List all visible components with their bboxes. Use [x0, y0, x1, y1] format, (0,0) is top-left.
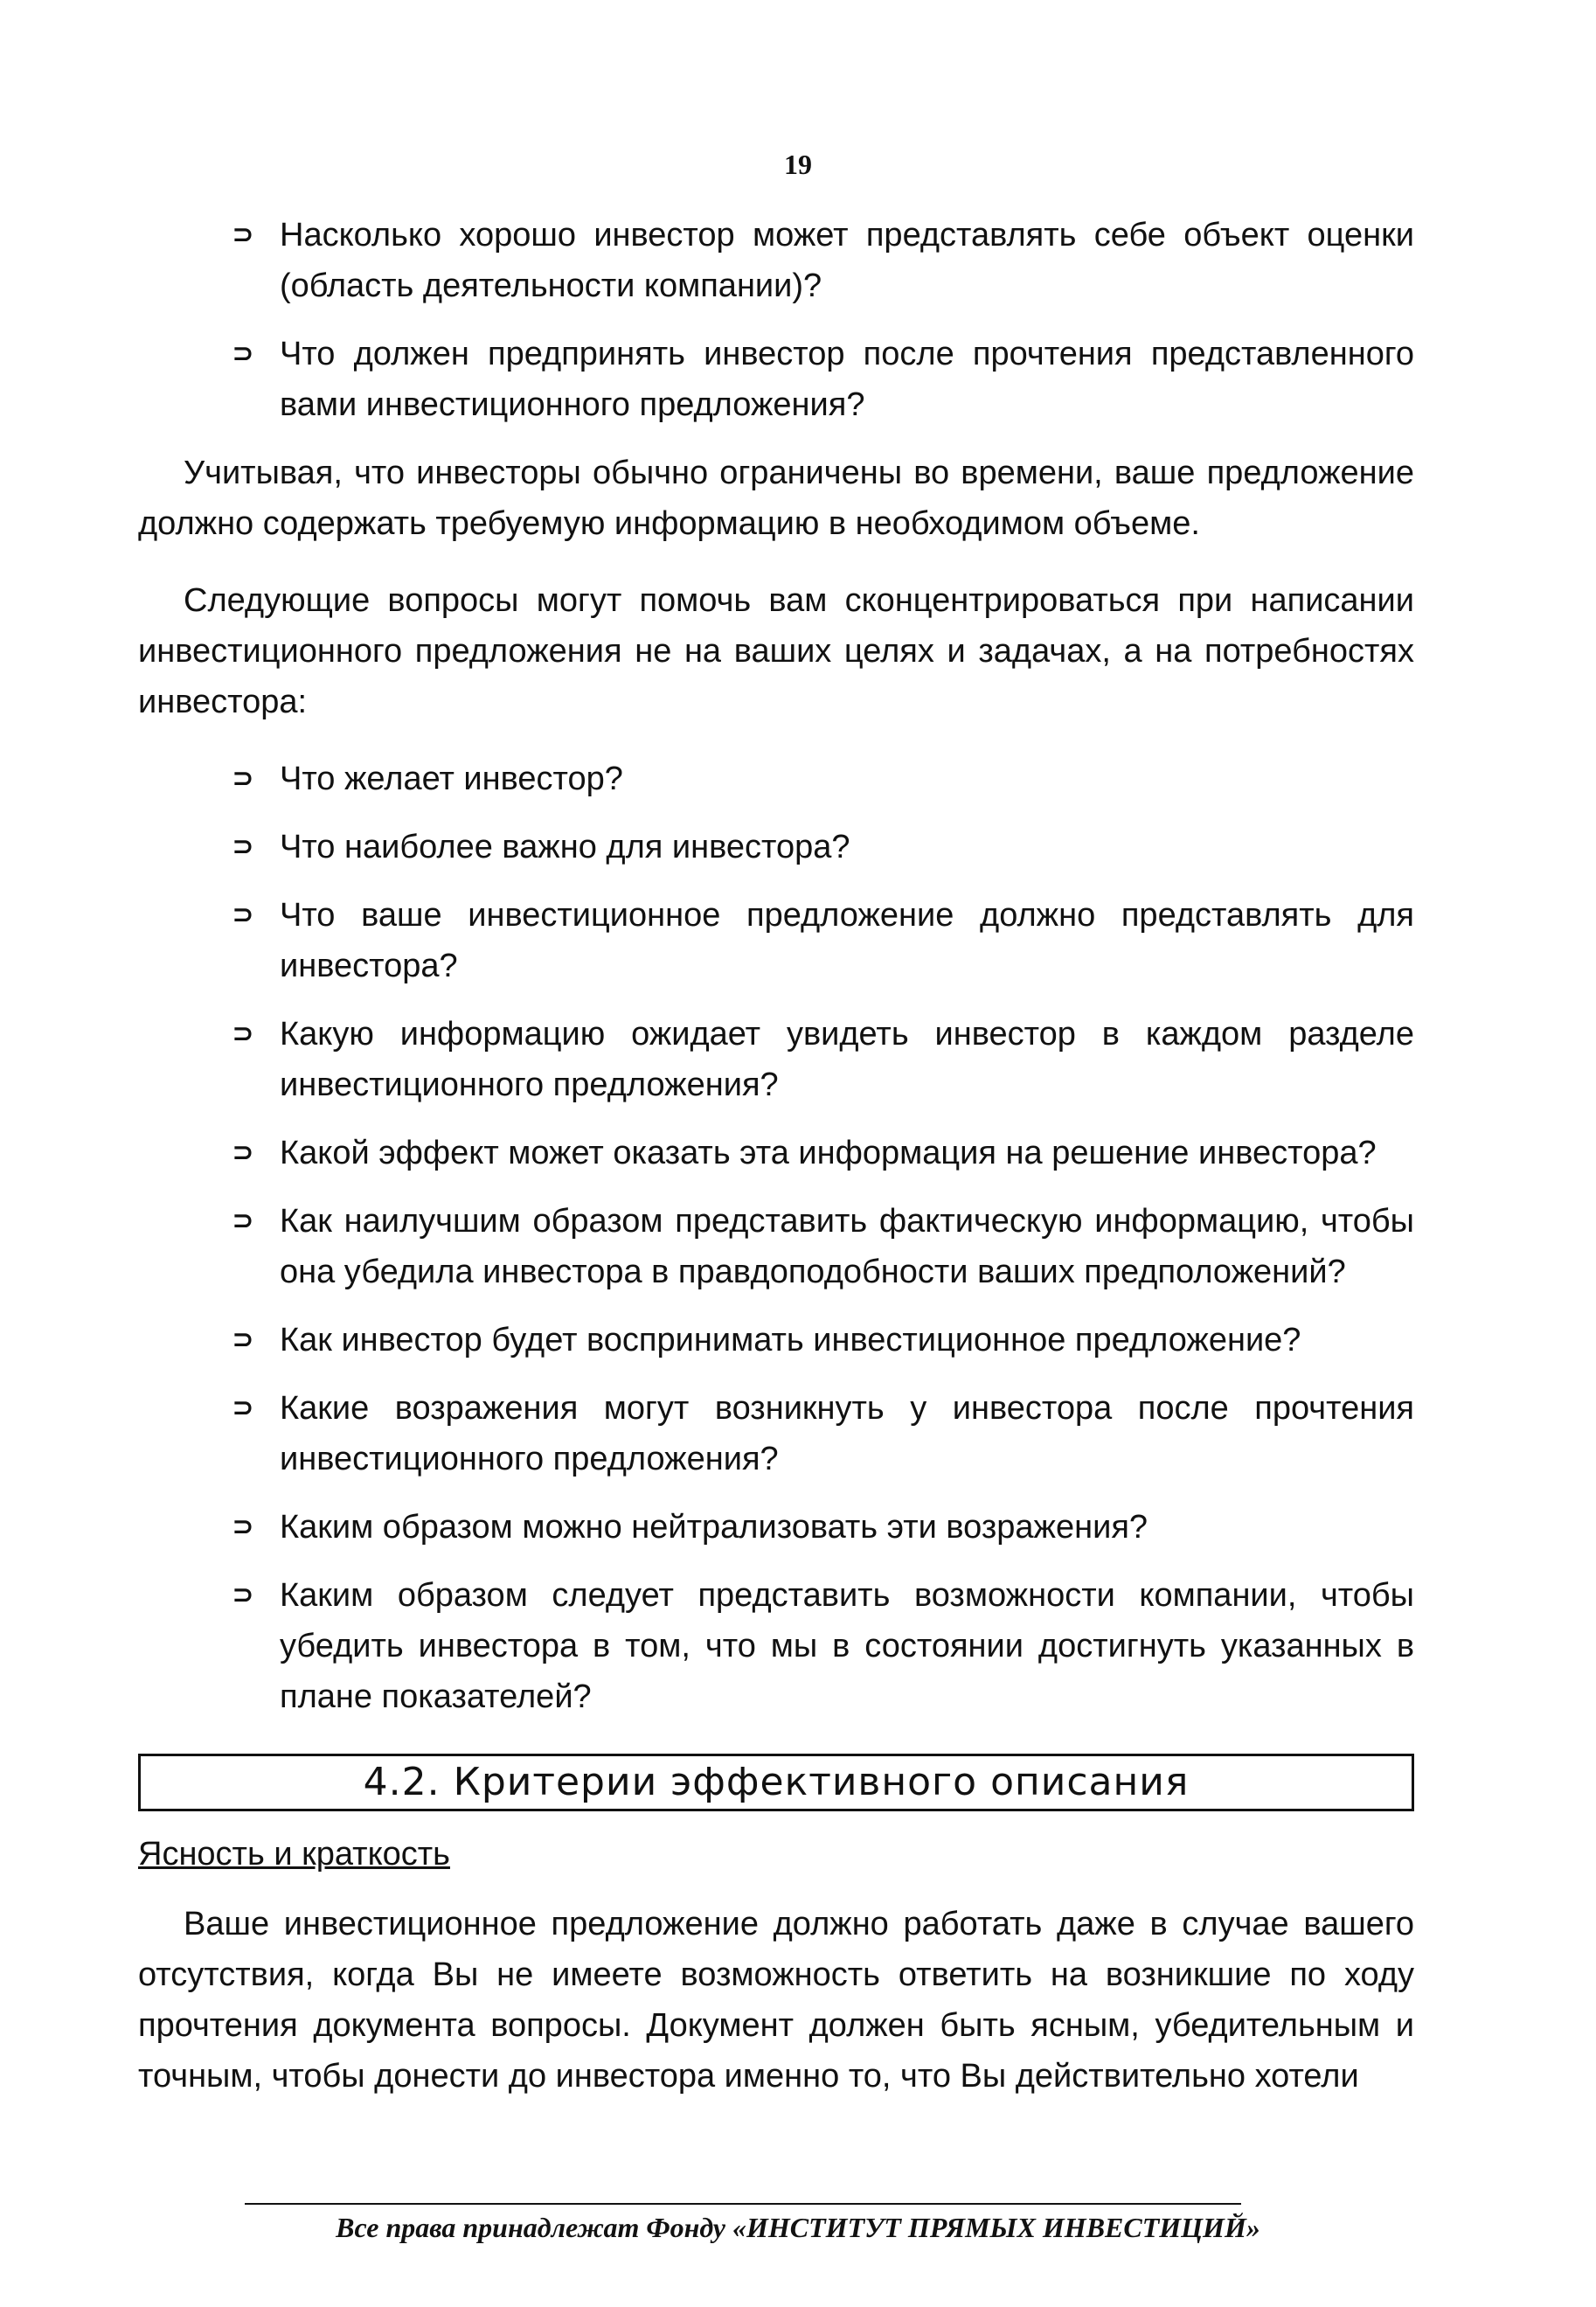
list-item-text: Что наиболее важно для инвестора? — [280, 829, 850, 865]
arrow-bullet-icon: ⊃ — [232, 900, 254, 929]
list-item — [138, 329, 1414, 430]
list-item-text: Какую информацию ожидает увидеть инвестор в каждом разделе инвестиционного предложения? — [280, 1016, 1414, 1103]
section-heading-box — [138, 1754, 1414, 1811]
list-item-text: Как наилучшим образом представить фактическую информацию, чтобы она убедила инвестора в правдоподобности ваших предположений? — [280, 1203, 1414, 1290]
section-title: 4.2. Критерии эффективного описания — [363, 1760, 1190, 1804]
paragraph-clarity: Ваше инвестиционное предложение должно работать даже в случае вашего отсутствия, когда Вы не имеете возможность ответить на возникшие по ходу прочтения документа вопросы. Документ должен быть ясным, убедительным и точным, чтобы донести до инвестора именно то, что Вы действительно хотели — [138, 1906, 1414, 2095]
list-item — [138, 1315, 1414, 1365]
arrow-bullet-icon: ⊃ — [232, 1019, 254, 1048]
list-item — [138, 1502, 1414, 1553]
list-item-text: Что ваше инвестиционное предложение должно представлять для инвестора? — [280, 897, 1414, 984]
arrow-bullet-icon: ⊃ — [232, 764, 254, 793]
list-item-text: Как инвестор будет воспринимать инвестиционное предложение? — [280, 1322, 1301, 1358]
list-item-text: Каким образом следует представить возможности компании, чтобы убедить инвестора в том, что мы в состоянии достигнуть указанных в плане показателей? — [280, 1577, 1414, 1715]
intro-bullet-list — [138, 210, 1414, 430]
question-bullet-list — [138, 754, 1414, 1722]
list-item-text: Какой эффект может оказать эта информация на решение инвестора? — [280, 1135, 1377, 1171]
paragraph-time-limits: Учитывая, что инвесторы обычно ограничены во времени, ваше предложение должно содержать требуемую информацию в необходимом объеме. — [138, 455, 1414, 542]
arrow-bullet-icon: ⊃ — [232, 1325, 254, 1354]
list-item — [138, 210, 1414, 311]
arrow-bullet-icon: ⊃ — [232, 1512, 254, 1541]
footer-divider — [245, 2203, 1241, 2205]
list-item-text: Какие возражения могут возникнуть у инвестора после прочтения инвестиционного предложения? — [280, 1390, 1414, 1477]
list-item-text: Насколько хорошо инвестор может представлять себе объект оценки (область деятельности компании)? — [280, 217, 1414, 304]
list-item — [138, 1383, 1414, 1484]
paragraph-questions-intro: Следующие вопросы могут помочь вам сконцентрироваться при написании инвестиционного предложения не на ваших целях и задачах, а на потребностях инвестора: — [138, 582, 1414, 720]
list-item — [138, 822, 1414, 872]
list-item — [138, 1009, 1414, 1110]
list-item — [138, 1196, 1414, 1297]
arrow-bullet-icon: ⊃ — [232, 1206, 254, 1235]
arrow-bullet-icon: ⊃ — [232, 832, 254, 861]
page-content — [138, 210, 1414, 2128]
arrow-bullet-icon: ⊃ — [232, 1393, 254, 1422]
list-item — [138, 1570, 1414, 1722]
list-item — [138, 890, 1414, 991]
list-item — [138, 1128, 1414, 1178]
list-item-text: Что должен предпринять инвестор после прочтения представленного вами инвестиционного предложения? — [280, 336, 1414, 423]
arrow-bullet-icon: ⊃ — [232, 1138, 254, 1167]
list-item-text: Каким образом можно нейтрализовать эти возражения? — [280, 1509, 1148, 1546]
page-number: 19 — [784, 149, 812, 180]
arrow-bullet-icon: ⊃ — [232, 1581, 254, 1609]
arrow-bullet-icon: ⊃ — [232, 339, 254, 368]
list-item-text: Что желает инвестор? — [280, 761, 623, 797]
list-item — [138, 754, 1414, 804]
subheading: Ясность и краткость — [138, 1836, 450, 1873]
arrow-bullet-icon: ⊃ — [232, 220, 254, 249]
footer-copyright: Все права принадлежат Фонду «ИНСТИТУТ ПРЯМЫХ ИНВЕСТИЦИЙ» — [336, 2212, 1260, 2243]
